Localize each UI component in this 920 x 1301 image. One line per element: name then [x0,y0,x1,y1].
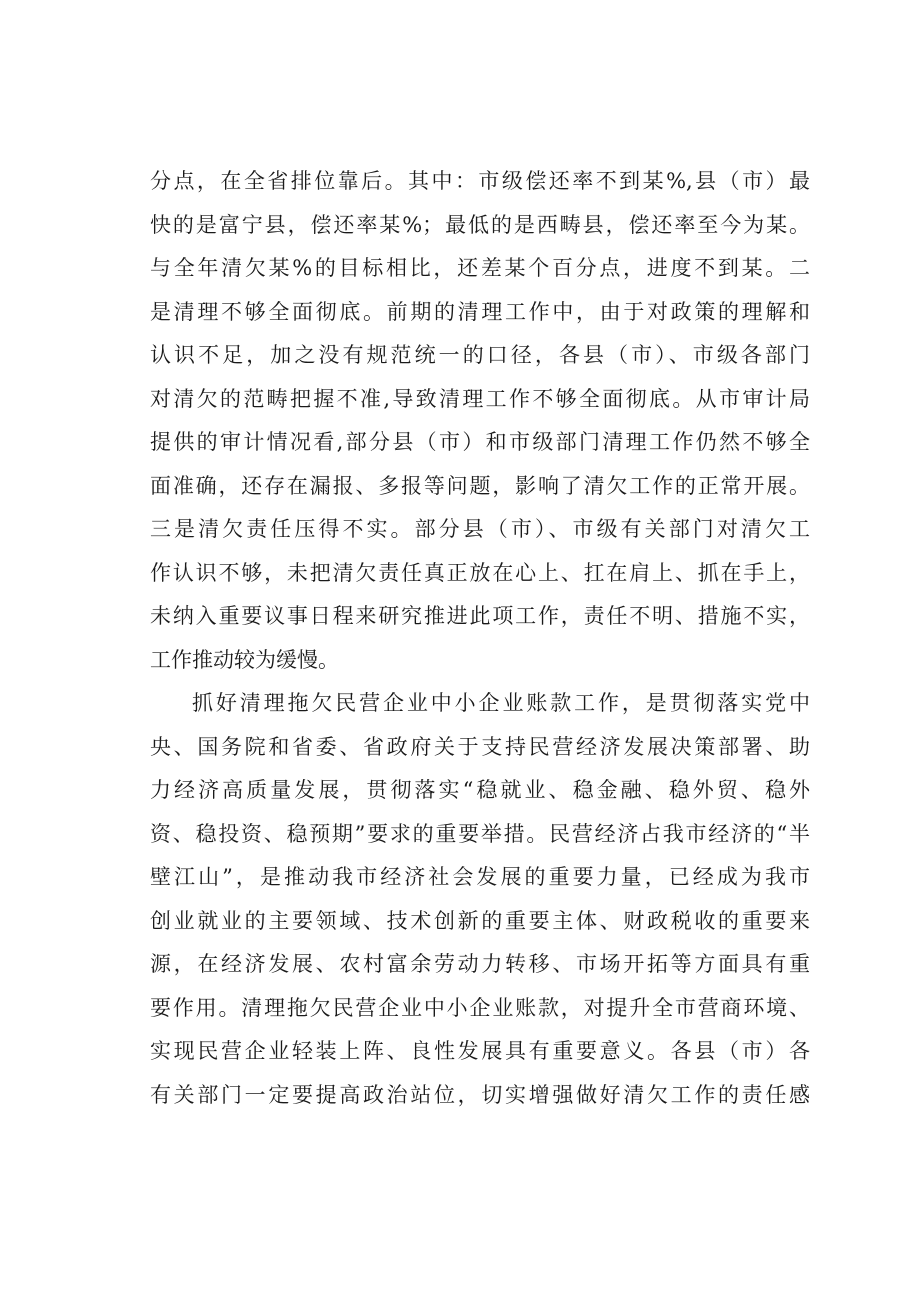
text-line: 有关部门一定要提高政治站位，切实增强做好清欠工作的责任感 [150,1082,810,1107]
text-line: 作认识不够，未把清欠责任真正放在心上、扛在肩上、抓在手上， [150,560,810,585]
text-line: 是清理不够全面彻底。前期的清理工作中，由于对政策的理解和 [150,299,810,324]
text-line: 壁江山”，是推动我市经济社会发展的重要力量，已经成为我市 [150,865,810,889]
text-line: 面准确，还存在漏报、多报等问题，影响了清欠工作的正常开展。 [150,473,810,498]
text-line: 三是清欠责任压得不实。部分县（市）、市级有关部门对清欠工 [150,517,810,541]
text-line: 创业就业的主要领域、技术创新的重要主体、财政税收的重要来 [150,908,810,933]
text-line: 未纳入重要议事日程来研究推进此项工作，责任不明、措施不实， [150,604,810,628]
text-line: 快的是富宁县，偿还率某%；最低的是西畴县，偿还率至今为某。 [150,212,810,237]
text-line: 央、国务院和省委、省政府关于支持民营经济发展决策部署、助 [150,734,810,759]
text-line: 要作用。清理拖欠民营企业中小企业账款，对提升全市营商环境、 [150,995,810,1020]
body-text [150,160,810,1117]
paragraph-end-line: 工作推动较为缓慢。 [150,647,339,672]
text-line: 对清欠的范畴把握不准,导致清理工作不够全面彻底。从市审计局 [150,386,810,411]
text-line: 提供的审计情况看,部分县（市）和市级部门清理工作仍然不够全 [150,430,810,454]
text-line: 源，在经济发展、农村富余劳动力转移、市场开拓等方面具有重 [150,952,810,976]
text-line: 力经济高质量发展，贯彻落实“稳就业、稳金融、稳外贸、稳外 [150,778,810,802]
text-line: 分点，在全省排位靠后。其中：市级偿还率不到某%,县（市）最 [150,169,810,193]
text-line: 资、稳投资、稳预期”要求的重要举措。民营经济占我市经济的“半 [150,821,810,846]
text-line: 实现民营企业轻装上阵、良性发展具有重要意义。各县（市）各 [150,1039,810,1063]
paragraph-start-line: 抓好清理拖欠民营企业中小企业账款工作，是贯彻落实党中 [192,691,810,715]
text-line: 认识不足，加之没有规范统一的口径，各县（市）、市级各部门 [150,343,810,367]
text-line: 与全年清欠某%的目标相比，还差某个百分点，进度不到某。二 [150,256,810,280]
